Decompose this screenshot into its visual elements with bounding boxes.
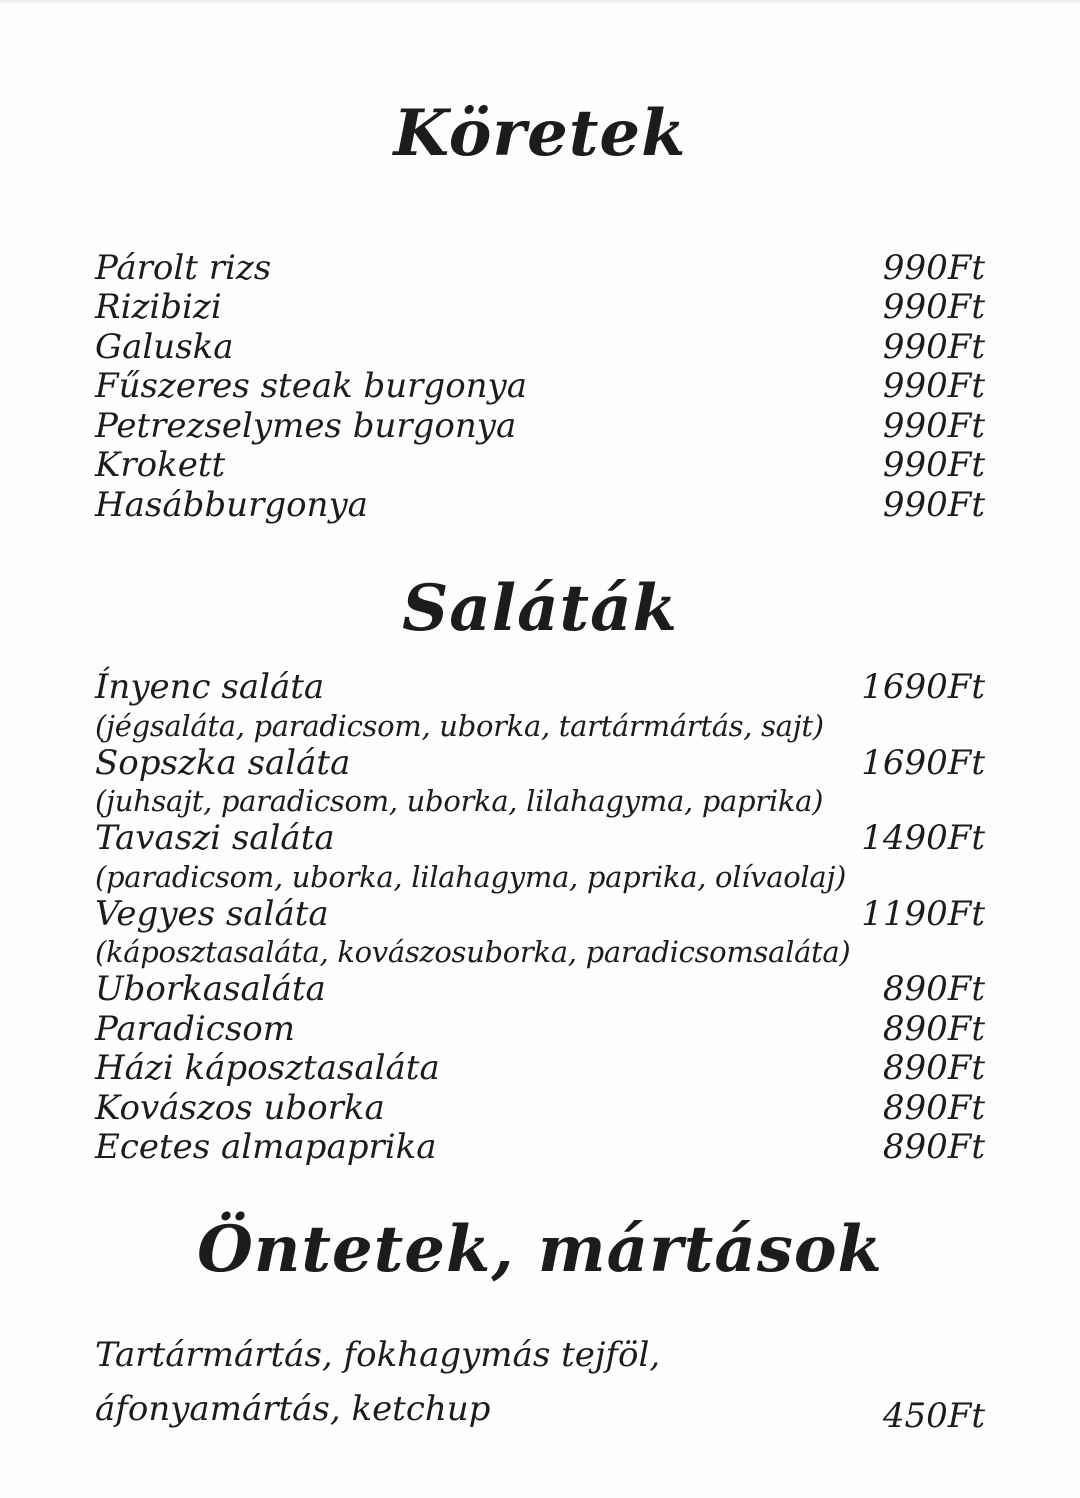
- menu-item-row: [95, 1049, 985, 1089]
- item-price: 990Ft: [882, 484, 985, 525]
- menu-item-row: [95, 895, 985, 935]
- item-price: 890Ft: [882, 1087, 985, 1128]
- item-price: 890Ft: [882, 1127, 985, 1168]
- menu-item-row: [95, 1010, 985, 1050]
- menu-item-row: [95, 970, 985, 1010]
- menu-item-row: [95, 367, 985, 407]
- section-dressings: [95, 1212, 985, 1437]
- section-title-salads: Saláták: [402, 571, 678, 647]
- item-price: 990Ft: [882, 405, 985, 446]
- item-price: 990Ft: [882, 287, 985, 328]
- section-title-sides: Köretek: [393, 96, 687, 171]
- item-description: (jégsaláta, paradicsom, uborka, tartármártás, sajt): [95, 708, 824, 743]
- item-name: Petrezselymes burgonya: [95, 405, 517, 446]
- dressings-rows: [95, 1328, 985, 1436]
- salads-rows: [95, 668, 985, 1168]
- menu-item-row: [95, 249, 985, 289]
- item-name: Fűszeres steak burgonya: [95, 366, 528, 407]
- menu-item-row: [95, 668, 985, 708]
- item-description: (paradicsom, uborka, lilahagyma, paprika, olívaolaj): [95, 859, 847, 894]
- item-name: Ecetes almapaprika: [95, 1127, 437, 1168]
- item-name: Sopszka saláta: [95, 742, 351, 783]
- item-price: 450Ft: [882, 1395, 985, 1436]
- menu-item-row: [95, 407, 985, 447]
- section-sides: [95, 0, 985, 525]
- item-name: Krokett: [95, 445, 226, 486]
- item-price: 1490Ft: [861, 818, 985, 859]
- item-price: 890Ft: [882, 1008, 985, 1049]
- item-price: 990Ft: [882, 445, 985, 486]
- item-price: 890Ft: [882, 969, 985, 1010]
- item-name: Ínyenc saláta: [95, 667, 325, 708]
- item-price: 890Ft: [882, 1048, 985, 1089]
- item-name: Uborkasaláta: [95, 969, 326, 1010]
- menu-item-row: [95, 1089, 985, 1129]
- page-top-edge: [0, 0, 1080, 5]
- item-name-line-1: Tartármártás, fokhagymás tejföl,: [95, 1335, 661, 1376]
- item-name: Rizibizi: [95, 287, 222, 328]
- item-price: 1690Ft: [861, 742, 985, 783]
- item-price: 990Ft: [882, 366, 985, 407]
- menu-item-row: [95, 1328, 985, 1436]
- item-price: 1690Ft: [861, 667, 985, 708]
- menu-item-row: [95, 446, 985, 486]
- menu-item-row: [95, 819, 985, 859]
- menu-item-row: [95, 486, 985, 526]
- menu-item-row: [95, 328, 985, 368]
- item-name: Párolt rizs: [95, 247, 272, 288]
- item-price: 990Ft: [882, 247, 985, 288]
- item-name-line-2: áfonyamártás, ketchup: [95, 1389, 491, 1430]
- sides-rows: [95, 249, 985, 526]
- item-name: Vegyes saláta: [95, 893, 329, 934]
- item-price: 1190Ft: [861, 893, 985, 934]
- item-name: Hasábburgonya: [95, 484, 368, 525]
- item-description: (juhsajt, paradicsom, uborka, lilahagyma, paprika): [95, 784, 824, 819]
- item-name: Házi káposztasaláta: [95, 1048, 440, 1089]
- item-name: Kovászos uborka: [95, 1087, 385, 1128]
- item-name: Paradicsom: [95, 1008, 295, 1049]
- menu-item-row: [95, 288, 985, 328]
- section-title-dressings: Öntetek, mártások: [197, 1211, 883, 1287]
- section-salads: [95, 571, 985, 1167]
- menu-item-row: [95, 744, 985, 784]
- item-name: [95, 1328, 660, 1436]
- menu-item-row: [95, 1128, 985, 1168]
- item-price: 990Ft: [882, 326, 985, 367]
- item-name: Galuska: [95, 326, 234, 367]
- item-description: (káposztasaláta, kovászosuborka, paradicsomsaláta): [95, 935, 851, 970]
- item-name: Tavaszi saláta: [95, 818, 335, 859]
